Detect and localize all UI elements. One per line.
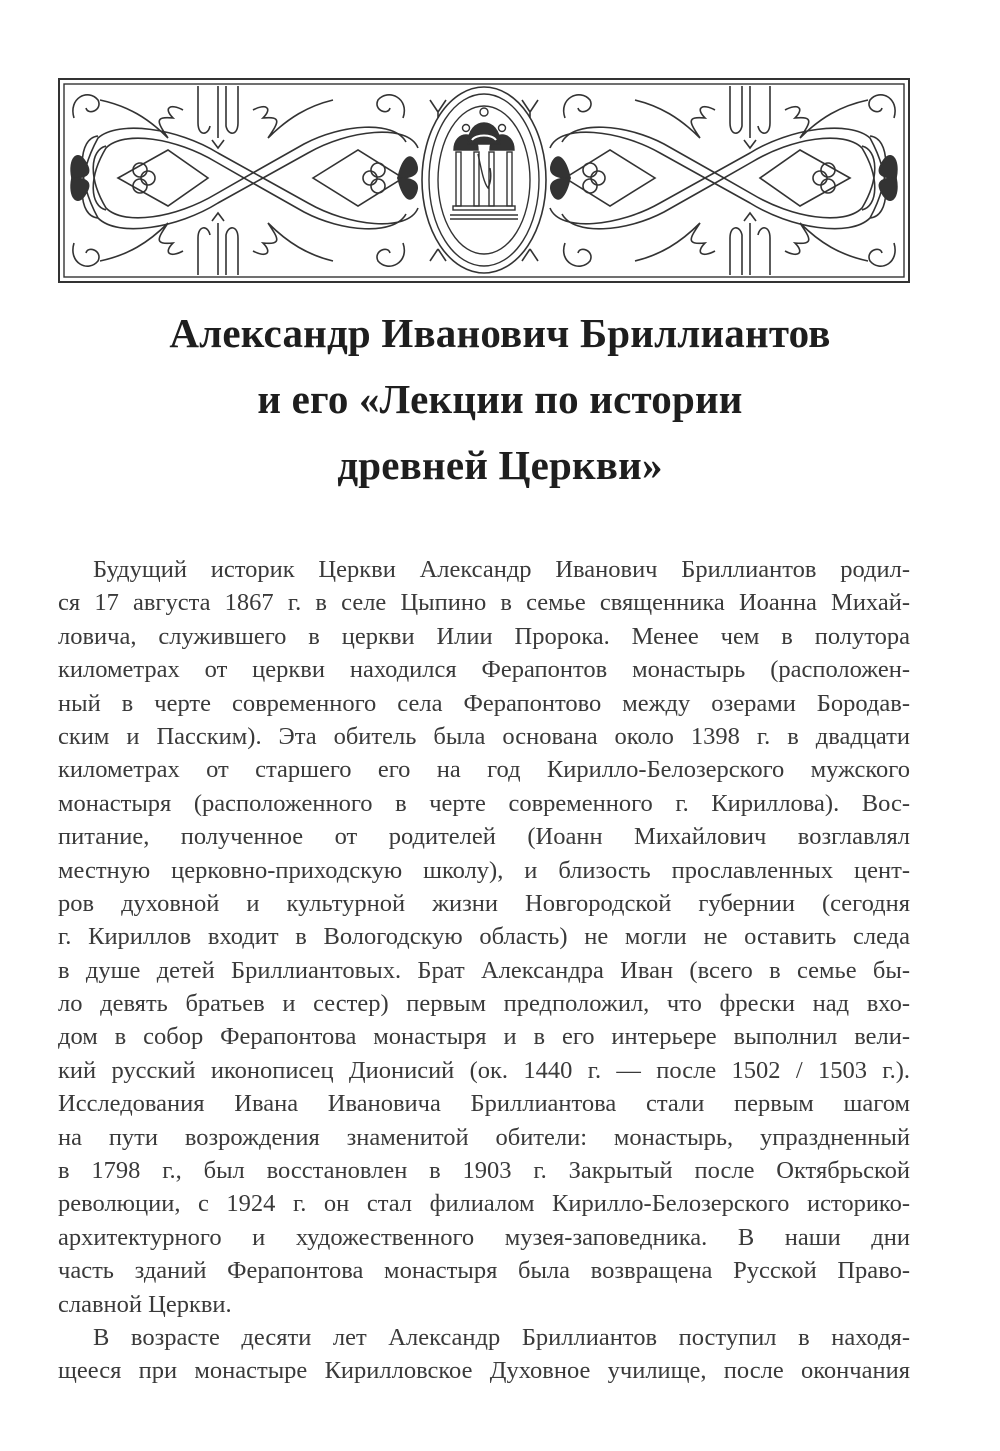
text-line: ловича, служившего в церкви Илии Пророка. Менее чем в полутора [58,622,910,650]
text-line: в 1798 г., был восстановлен в 1903 г. Закрытый после Октябрьской [58,1157,910,1185]
text-line: В возрасте десяти лет Александр Бриллиантов поступил в находя- [93,1323,910,1351]
text-line: ров духовной и культурной жизни Новгородской губернии (сегодня [58,889,910,917]
text-line: километрах от церкви находился Ферапонтов монастырь (расположен- [58,656,910,684]
decorative-headpiece [58,78,910,283]
text-line: щееся при монастыре Кирилловское Духовное училище, после окончания [58,1357,910,1385]
text-line: ся 17 августа 1867 г. в селе Цыпино в семье священника Иоанна Михай- [58,589,910,617]
text-line: революции, с 1924 г. он стал филиалом Кирилло-Белозерского историко- [58,1190,910,1218]
text-line: на пути возрождения знаменитой обители: монастырь, упраздненный [58,1123,910,1151]
title-line-1: Александр Иванович Бриллиантов [169,310,831,356]
text-line: ло девять братьев и сестер) первым предположил, что фрески над вхо- [58,990,910,1018]
paragraph [58,1321,910,1388]
text-line: часть зданий Ферапонтова монастыря была возвращена Русской Право- [58,1257,910,1285]
text-line: Будущий историк Церкви Александр Иванович Бриллиантов родил- [93,556,910,583]
text-line: в душе детей Бриллиантовых. Брат Александра Иван (всего в семье бы- [58,956,910,984]
text-line: г. Кириллов входит в Вологодскую область) не могли не оставить следа [58,923,910,951]
paragraph [58,553,910,1321]
title-line-3: древней Церкви» [337,442,663,488]
text-line: Исследования Ивана Ивановича Бриллиантова стали первым шагом [58,1090,910,1118]
body-text [58,553,910,1388]
text-line: дом в собор Ферапонтова монастыря и в его интерьере выполнил вели- [58,1023,910,1051]
text-line: километрах от старшего его на год Кирилло-Белозерского мужского [58,756,910,784]
text-line: славной Церкви. [58,1290,232,1318]
text-line: ный в черте современного села Ферапонтово между озерами Бородав- [58,689,910,717]
chapter-title [0,300,1000,498]
church-canopy-medallion-icon [58,78,910,283]
text-line: кий русский иконописец Дионисий (ок. 1440 г. — после 1502 / 1503 г.). [58,1056,910,1084]
title-line-2: и его «Лекции по истории [257,376,743,422]
text-line: архитектурного и художественного музея-заповедника. В наши дни [58,1223,910,1251]
text-line: монастыря (расположенного в черте современного г. Кириллова). Вос- [58,789,910,817]
text-line: местную церковно-приходскую школу), и близость прославленных цент- [58,856,910,884]
text-line: питание, полученное от родителей (Иоанн Михайлович возглавлял [58,823,910,851]
text-line: ским и Пасским). Эта обитель была основана около 1398 г. в двадцати [58,722,910,750]
